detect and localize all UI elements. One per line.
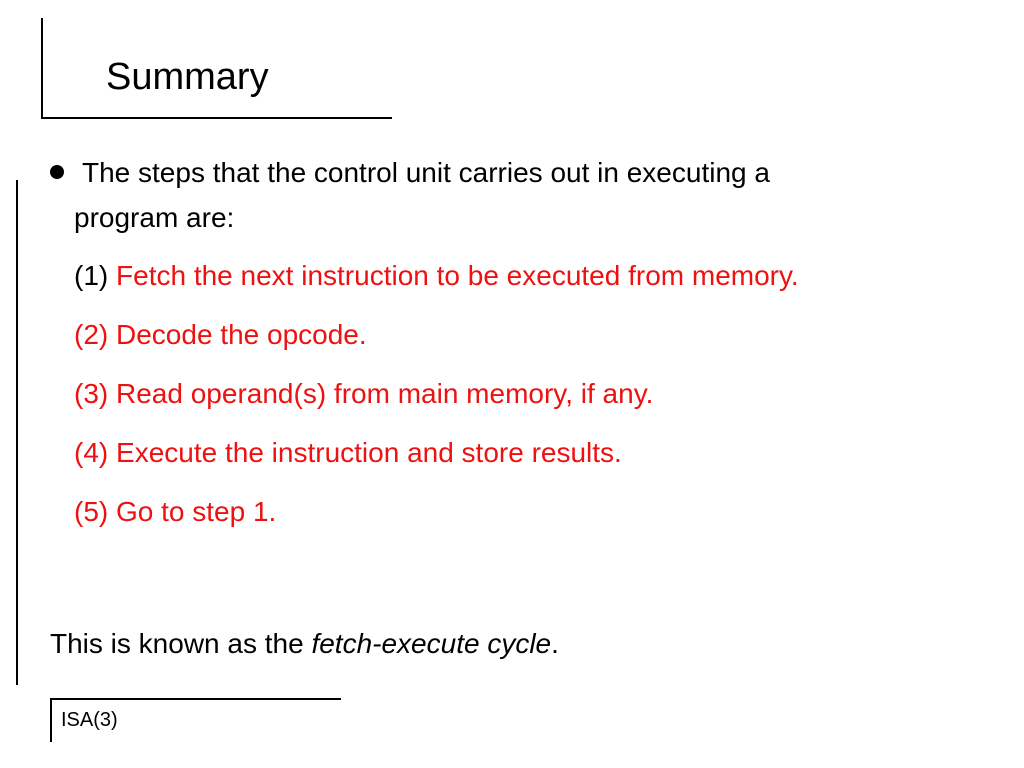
step-5-number: (5) [74, 496, 109, 527]
bullet-icon [50, 165, 64, 179]
footer-left-rule [50, 698, 52, 742]
intro-line-2: program are: [74, 202, 235, 233]
step-3 [74, 374, 653, 414]
intro-line-1: The steps that the control unit carries out in executing a [82, 157, 770, 188]
step-2-number: (2) [74, 319, 109, 350]
step-2-text: Decode the opcode. [116, 319, 367, 350]
closing-sentence [50, 624, 559, 664]
footer-top-rule [50, 698, 341, 700]
step-1 [74, 256, 799, 296]
closing-prefix: This is known as the [50, 628, 312, 659]
body-left-rule [16, 180, 18, 685]
footer-label: ISA(3) [61, 709, 118, 731]
title-left-rule [41, 18, 43, 118]
title-underline-rule [41, 117, 392, 119]
step-3-number: (3) [74, 378, 109, 409]
step-5 [74, 492, 276, 532]
step-4 [74, 433, 622, 473]
step-4-number: (4) [74, 437, 109, 468]
step-2 [74, 315, 367, 355]
closing-suffix: . [551, 628, 559, 659]
slide-title: Summary [106, 56, 269, 98]
step-5-text: Go to step 1. [116, 496, 277, 527]
step-1-number: (1) [74, 260, 109, 291]
step-3-text: Read operand(s) from main memory, if any. [116, 378, 654, 409]
closing-emphasis: fetch-execute cycle [311, 628, 552, 659]
step-1-text: Fetch the next instruction to be executed from memory. [116, 260, 799, 291]
step-4-text: Execute the instruction and store results. [116, 437, 622, 468]
